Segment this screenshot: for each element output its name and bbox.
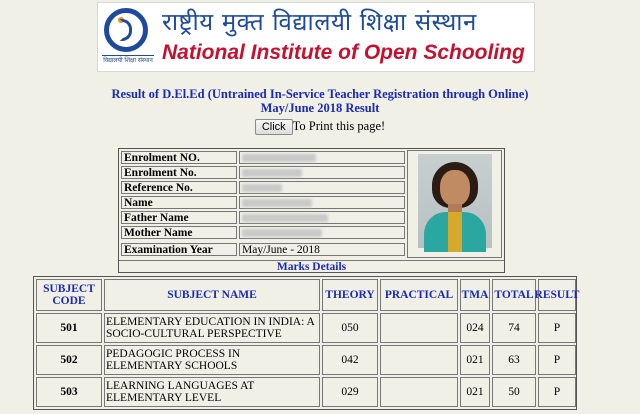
details-value-redacted (239, 166, 405, 179)
row-subject-code: 502 (36, 345, 102, 375)
nios-logo-icon (104, 8, 148, 52)
row-result: P (538, 377, 576, 407)
english-institute-title: National Institute of Open Schooling (162, 41, 525, 64)
row-subject-name: ELEMENTARY EDUCATION IN INDIA: A SOCIO-CULTURAL PERSPECTIVE (104, 313, 320, 343)
details-value-redacted (239, 196, 405, 209)
header-theory: THEORY (322, 279, 378, 311)
row-result: P (538, 345, 576, 375)
row-subject-code: 501 (36, 313, 102, 343)
marks-table (33, 276, 580, 410)
row-theory: 050 (322, 313, 378, 343)
row-practical (380, 345, 458, 375)
row-subject-name: LEARNING LANGUAGES AT ELEMENTARY LEVEL (104, 377, 320, 407)
details-value-redacted (239, 181, 405, 194)
header-tma: TMA (460, 279, 490, 311)
row-subject-name: PEDAGOGIC PROCESS IN ELEMENTARY SCHOOLS (104, 345, 320, 375)
hindi-institute-title: राष्ट्रीय मुक्त विद्यालयी शिक्षा संस्थान (162, 8, 477, 36)
candidate-details-table (118, 148, 505, 273)
exam-year-value: May/June - 2018 (239, 243, 405, 256)
row-practical (380, 313, 458, 343)
details-label: Father Name (121, 211, 237, 224)
details-value-redacted (239, 151, 405, 164)
details-value-redacted (239, 211, 405, 224)
header-total: TOTAL (492, 279, 536, 311)
candidate-photo-cell (407, 150, 502, 258)
row-tma: 024 (460, 313, 490, 343)
redacted-value (242, 154, 316, 162)
result-heading (80, 87, 560, 115)
redacted-value (242, 184, 282, 192)
row-subject-code: 503 (36, 377, 102, 407)
details-label: Enrolment No. (121, 166, 237, 179)
details-label: Mother Name (121, 226, 237, 239)
print-row (0, 119, 640, 135)
details-label: Reference No. (121, 181, 237, 194)
candidate-photo (418, 154, 492, 248)
photo-face (440, 170, 470, 206)
row-result: P (538, 313, 576, 343)
print-button[interactable]: Click (255, 119, 293, 135)
row-theory: 042 (322, 345, 378, 375)
row-total: 63 (492, 345, 536, 375)
logo-emblem (120, 19, 132, 41)
result-heading-line1: Result of D.El.Ed (Untrained In-Service Teacher Registration through Online) (111, 87, 529, 101)
row-total: 50 (492, 377, 536, 407)
row-total: 74 (492, 313, 536, 343)
marks-details-heading: Marks Details (119, 260, 504, 273)
details-label: Examination Year (121, 243, 237, 256)
photo-stole (448, 212, 462, 252)
details-label: Name (121, 196, 237, 209)
row-theory: 029 (322, 377, 378, 407)
redacted-value (242, 214, 328, 222)
row-tma: 021 (460, 345, 490, 375)
nios-banner (97, 2, 535, 72)
header-subject-code: SUBJECT CODE (36, 279, 102, 311)
row-practical (380, 377, 458, 407)
details-label: Enrolment NO. (121, 151, 237, 164)
row-tma: 021 (460, 377, 490, 407)
header-result: RESULT (538, 279, 576, 311)
redacted-value (242, 229, 322, 237)
result-heading-line2: May/June 2018 Result (260, 101, 380, 115)
header-subject-name: SUBJECT NAME (104, 279, 320, 311)
header-practical: PRACTICAL (380, 279, 458, 311)
redacted-value (242, 199, 312, 207)
redacted-value (242, 169, 302, 177)
details-value-redacted (239, 226, 405, 239)
print-text: To Print this page! (292, 119, 386, 133)
logo-caption: विद्यालयी शिक्षा संस्थान (103, 57, 153, 64)
